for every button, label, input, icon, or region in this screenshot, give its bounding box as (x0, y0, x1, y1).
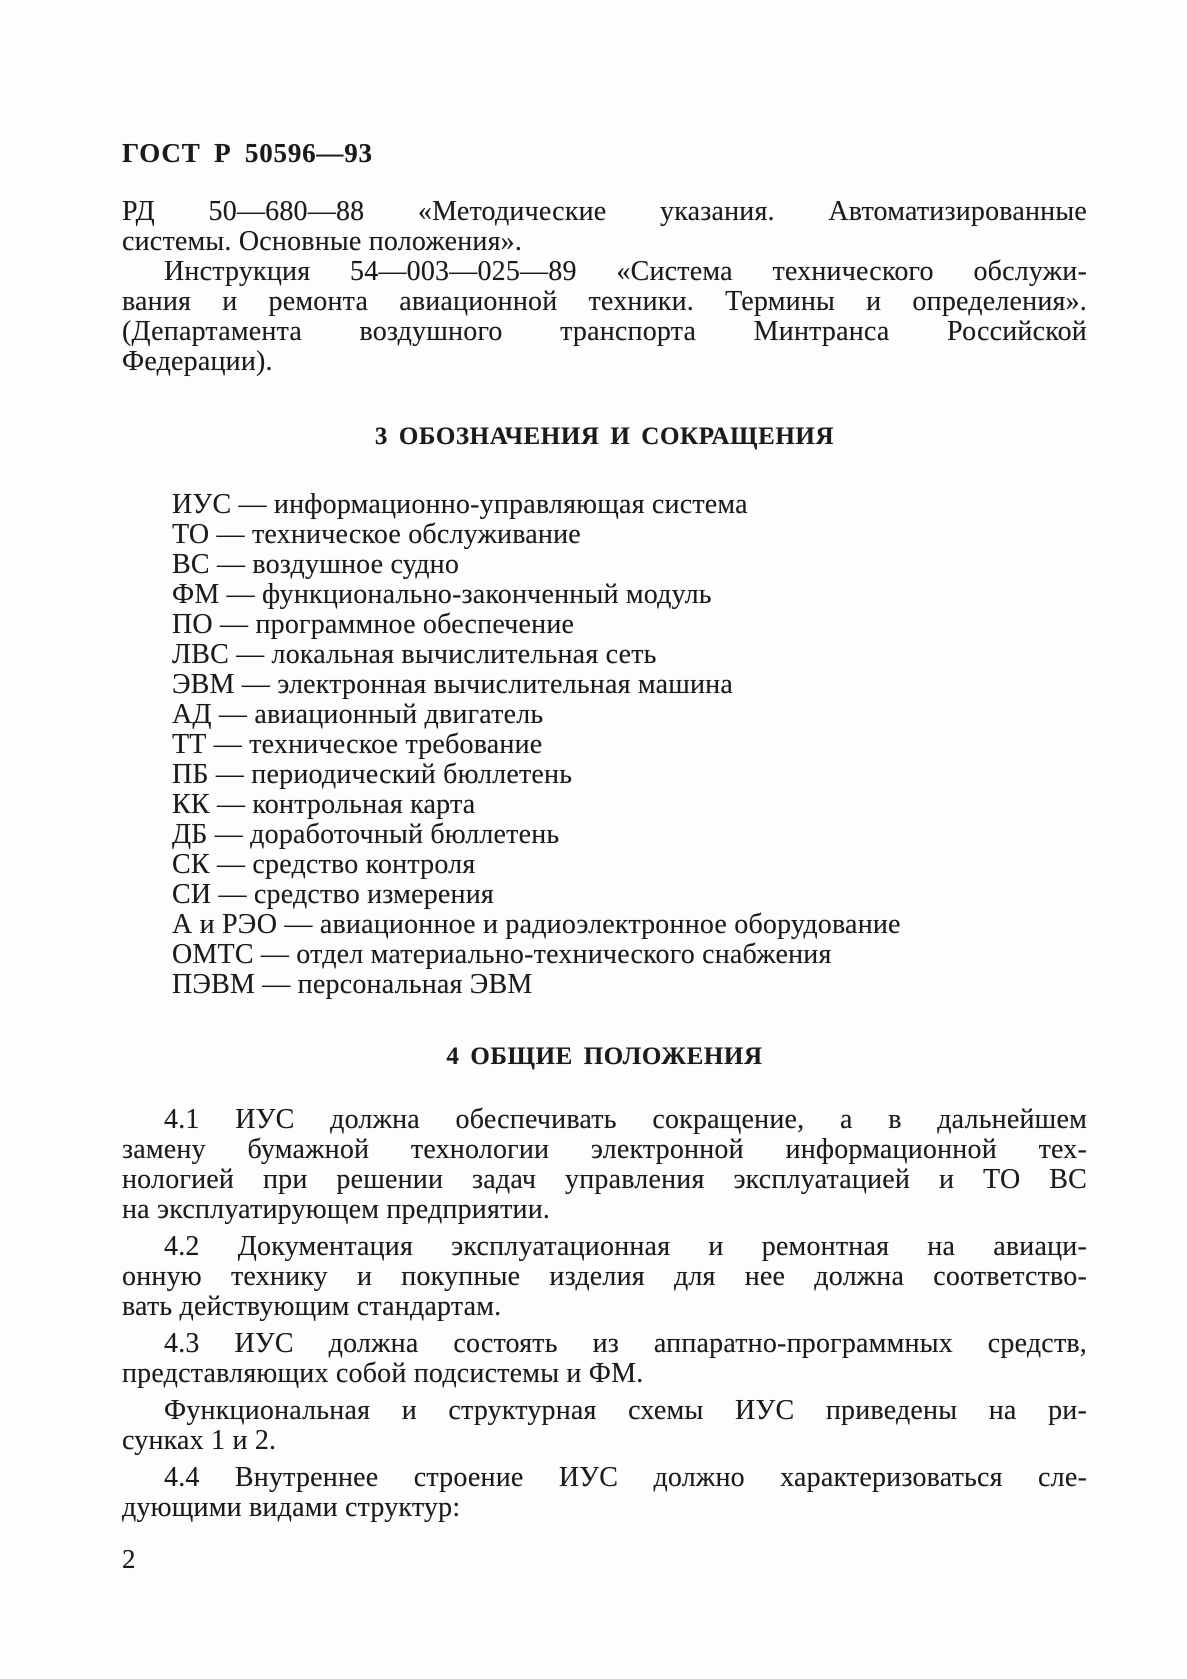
abbreviation-definition: — персональная ЭВМ (255, 969, 533, 1000)
abbreviation-definition: — средство измерения (211, 879, 494, 910)
text-line: онную технику и покупные изделия для нее должна соответство- (122, 1261, 1087, 1292)
abbreviation-definition: — техническое обслуживание (209, 519, 581, 550)
abbreviation-item (172, 820, 1087, 850)
paragraph (122, 1396, 1087, 1456)
paragraph (122, 1232, 1087, 1322)
paragraph (122, 197, 1087, 257)
abbreviation-term: ИУС (172, 489, 232, 520)
abbreviation-item (172, 970, 1087, 1000)
abbreviation-item (172, 580, 1087, 610)
abbreviation-definition: — электронная вычислительная машина (234, 669, 733, 700)
text-line: Инструкция 54—003—025—89 «Система технического обслужи- (164, 256, 1087, 287)
abbreviation-item (172, 670, 1087, 700)
section-3-heading: 3 ОБОЗНАЧЕНИЯ И СОКРАЩЕНИЯ (374, 423, 835, 450)
abbreviation-item (172, 850, 1087, 880)
abbreviation-definition: — средство контроля (209, 849, 476, 880)
abbreviation-definition: — функционально-законченный модуль (219, 579, 712, 610)
intro-paragraphs (122, 197, 1087, 377)
text-line: представляющих собой подсистемы и ФМ. (122, 1358, 644, 1389)
abbreviation-definition: — доработочный бюллетень (207, 819, 560, 850)
text-line: сунках 1 и 2. (122, 1425, 277, 1456)
abbreviation-item (172, 730, 1087, 760)
text-line: РД 50—680—88 «Методические указания. Автоматизированные (122, 196, 1087, 227)
abbreviation-term: ПЭВМ (172, 969, 256, 1000)
abbreviation-term: СИ (172, 879, 212, 910)
text-line: вать действующим стандартам. (122, 1291, 502, 1322)
abbreviation-term: ВС (172, 549, 210, 580)
text-line: Федерации). (122, 346, 273, 377)
abbreviation-item (172, 520, 1087, 550)
abbreviation-definition: — авиационный двигатель (211, 699, 544, 730)
page-number: 2 (122, 1544, 136, 1574)
text-line: 4.2 Документация эксплуатационная и ремонтная на авиаци- (164, 1231, 1087, 1262)
text-line: 4.1 ИУС должна обеспечивать сокращение, а в дальнейшем (164, 1104, 1087, 1135)
abbreviation-definition: — авиационное и радиоэлектронное оборудование (277, 909, 901, 940)
abbreviation-item (172, 490, 1087, 520)
abbreviation-definition: — локальная вычислительная сеть (228, 639, 657, 670)
abbreviation-term: ОМТС (172, 939, 254, 970)
paragraph (122, 1463, 1087, 1523)
abbreviation-term: ТТ (172, 729, 207, 760)
paragraph (122, 257, 1087, 377)
section-4-paragraphs (122, 1105, 1087, 1523)
abbreviation-item (172, 880, 1087, 910)
abbreviation-term: ДБ (172, 819, 208, 850)
text-line: системы. Основные положения». (122, 226, 523, 257)
text-line: вания и ремонта авиационной техники. Термины и определения». (122, 286, 1087, 317)
abbreviation-definition: — отдел материально-технического снабжения (253, 939, 832, 970)
abbreviation-term: КК (172, 789, 210, 820)
abbreviation-item (172, 700, 1087, 730)
abbreviations-list (172, 490, 1087, 1000)
abbreviation-definition: — периодический бюллетень (208, 759, 573, 790)
abbreviation-term: ПО (172, 609, 213, 640)
abbreviation-item (172, 550, 1087, 580)
text-line: 4.4 Внутреннее строение ИУС должно характеризоваться сле- (164, 1462, 1087, 1493)
text-line: 4.3 ИУС должна состоять из аппаратно-программных средств, (164, 1328, 1087, 1359)
text-line: (Департамента воздушного транспорта Минтранса Российской (122, 316, 1087, 347)
abbreviation-item (172, 790, 1087, 820)
abbreviation-definition: — контрольная карта (209, 789, 476, 820)
abbreviation-item (172, 910, 1087, 940)
abbreviation-term: ТО (172, 519, 210, 550)
abbreviation-term: АД (172, 699, 212, 730)
abbreviation-item (172, 640, 1087, 670)
abbreviation-term: ЛВС (172, 639, 229, 670)
abbreviation-definition: — воздушное судно (209, 549, 460, 580)
abbreviation-term: ФМ (172, 579, 220, 610)
abbreviation-definition: — техническое требование (206, 729, 543, 760)
abbreviation-term: ЭВМ (172, 669, 235, 700)
document-code: ГОСТ Р 50596—93 (122, 138, 373, 168)
text-line: Функциональная и структурная схемы ИУС приведены на ри- (164, 1395, 1087, 1426)
abbreviation-item (172, 760, 1087, 790)
paragraph (122, 1329, 1087, 1389)
text-line: дующими видами структур: (122, 1492, 461, 1523)
abbreviation-item (172, 940, 1087, 970)
abbreviation-definition: — информационно-управляющая система (231, 489, 748, 520)
abbreviation-definition: — программное обеспечение (212, 609, 575, 640)
text-line: на эксплуатирующем предприятии. (122, 1194, 551, 1225)
abbreviation-item (172, 610, 1087, 640)
paragraph (122, 1105, 1087, 1225)
abbreviation-term: ПБ (172, 759, 209, 790)
text-line: нологией при решении задач управления эксплуатацией и ТО ВС (122, 1164, 1087, 1195)
abbreviation-term: А и РЭО (172, 909, 278, 940)
abbreviation-term: СК (172, 849, 210, 880)
text-line: замену бумажной технологии электронной информационной тех- (122, 1134, 1087, 1165)
section-4-heading: 4 ОБЩИЕ ПОЛОЖЕНИЯ (446, 1043, 763, 1070)
